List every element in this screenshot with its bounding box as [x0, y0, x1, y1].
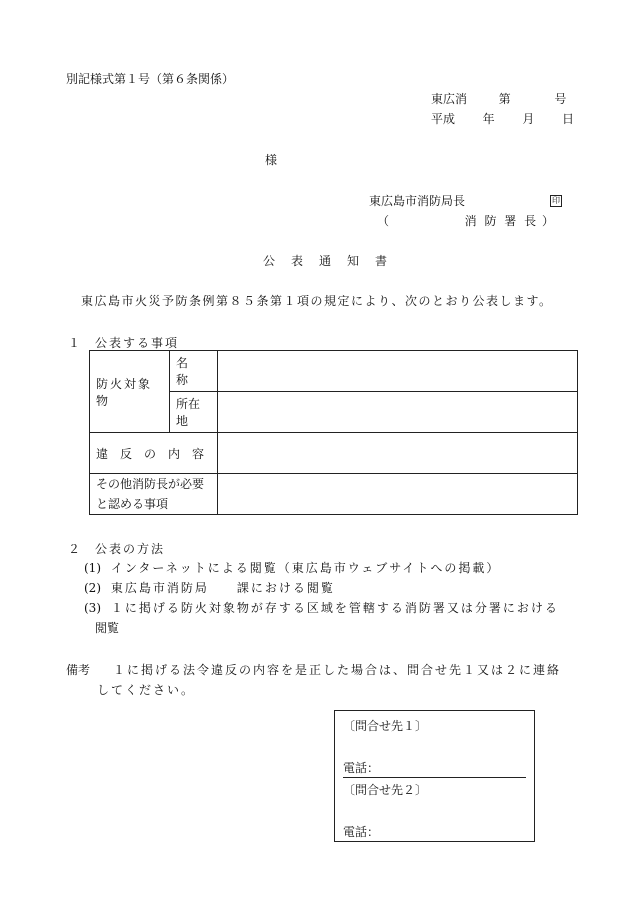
contact-box: [334, 710, 535, 842]
method-item-1-text: インターネットによる閲覧（東広島市ウェブサイトへの掲載）: [110, 561, 501, 575]
method-item-2-text: 東広島市消防局 課における閲覧: [110, 581, 335, 595]
method-item-1-num: (1): [84, 561, 101, 575]
addressee-suffix: 様: [265, 153, 278, 167]
location-value-cell[interactable]: [218, 392, 578, 433]
remarks-label: 備考: [66, 663, 91, 677]
doc-title: 公 表 通 知 書: [263, 254, 390, 268]
doc-number-go: 号: [554, 92, 567, 106]
other-label: [90, 474, 218, 515]
name-label: 名 称: [170, 351, 218, 392]
doc-date-era: 平成: [431, 112, 456, 126]
issuer-paren-close: ）: [541, 214, 554, 228]
doc-date-year: 年: [482, 112, 495, 126]
issuer-paren-open: （: [377, 214, 390, 228]
method-item-3-text2: 閲覧: [95, 621, 120, 635]
other-value-cell[interactable]: [218, 474, 578, 515]
method-item-2: [84, 579, 335, 596]
remarks-line2: してください。: [97, 683, 196, 697]
remarks-line1: １に掲げる法令違反の内容を是正した場合は、問合せ先１又は２に連絡: [113, 663, 562, 677]
other-label-line1: その他消防長が必要: [96, 477, 205, 491]
issuer-sub: [377, 212, 554, 229]
contact1-phone-label: 電話：: [343, 761, 380, 775]
doc-number-office: 東広消: [431, 92, 468, 106]
form-label: 別記様式第１号（第６条関係）: [66, 72, 235, 86]
method-item-3-num: (3): [84, 601, 101, 615]
section2-heading: 公表の方法: [95, 542, 166, 556]
contact-divider: [343, 777, 526, 778]
doc-number-dai: 第: [498, 92, 511, 106]
contact1-heading: 〔問合せ先１〕: [343, 719, 428, 733]
contact2-phone-label: 電話：: [343, 825, 380, 839]
section2-number: ２: [68, 542, 81, 556]
violation-value-cell[interactable]: [218, 433, 578, 474]
location-label: 所在地: [170, 392, 218, 433]
public-matters-table: [89, 350, 578, 515]
method-item-2-num: (2): [84, 581, 101, 595]
doc-number: [431, 90, 566, 107]
doc-date: [431, 110, 574, 127]
intro-text: 東広島市火災予防条例第８５条第１項の規定により、次のとおり公表します。: [81, 294, 553, 308]
seal-mark: 印: [552, 196, 560, 205]
section1-number: １: [68, 336, 81, 350]
contact2-heading: 〔問合せ先２〕: [343, 783, 428, 797]
section1-heading: 公表する事項: [95, 336, 180, 350]
method-item-3: [84, 599, 559, 616]
method-item-1: [84, 559, 500, 576]
issuer-seal: [550, 192, 562, 207]
issuer-title: 東広島市消防局長: [369, 194, 466, 208]
method-item-3-text: １に掲げる防火対象物が存する区域を管轄する消防署又は分署における: [110, 601, 559, 615]
doc-date-day: 日: [562, 112, 575, 126]
name-value-cell[interactable]: [218, 351, 578, 392]
violation-label: 違 反 の 内 容: [90, 433, 218, 474]
other-label-line2: と認める事項: [96, 497, 169, 511]
row-group-label: 防火対象物: [90, 351, 170, 433]
doc-date-month: 月: [522, 112, 535, 126]
issuer-sub-title: 消 防 署 長: [464, 214, 539, 228]
